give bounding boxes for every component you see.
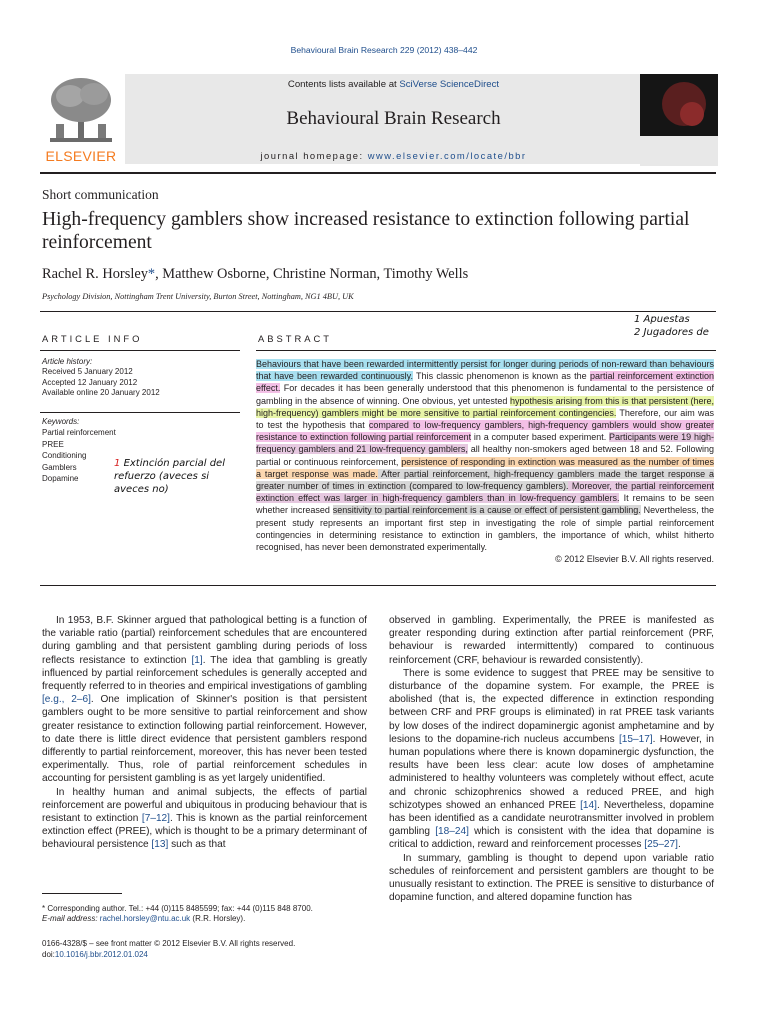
author-list: [42, 266, 468, 283]
journal-reference[interactable]: Behavioural Brain Research 229 (2012) 438–442: [290, 45, 478, 55]
header-rule: [40, 172, 716, 174]
body-column-left: [42, 614, 367, 852]
affiliation: Psychology Division, Nottingham Trent University, Burton Street, Nottingham, NG1 4BU, UK: [42, 292, 354, 301]
doi-line: [42, 949, 295, 960]
abstract-sentence: in a computer based experiment.: [471, 432, 610, 443]
abstract-sentence: all healthy non-smokers aged between 18 and 52. Following partial or continuous reinforcement,: [256, 444, 714, 467]
abstract-sentence: It remains to be seen whether increased: [256, 493, 715, 516]
body-text: In summary, gambling is thought to depend upon variable ratio schedules of reinforcement and persistent gamblers are thought to be unusually resistant to extinction. The PREE is sensitive to disturbance of dopamine function, and altered dopamine function has: [389, 852, 714, 904]
history-label: Article history:: [42, 357, 93, 366]
abstract-rule: [256, 350, 716, 351]
journal-banner: [40, 74, 720, 166]
abstract-sentence: Behaviours that have been rewarded intermittently persist for longer during periods of non-reward than behaviours that have been rewarded continuously.: [256, 359, 714, 382]
abstract-sentence: Participants were 19 high-frequency gamblers and 21 low-frequency gamblers,: [256, 432, 714, 455]
citation-link[interactable]: [1]: [191, 654, 203, 666]
citation-link[interactable]: [e.g., 2–6]: [42, 694, 91, 706]
author-rest: , Matthew Osborne, Christine Norman, Timothy Wells: [155, 266, 469, 282]
body-text: . The idea that gambling is greatly influenced by partial reinforcement schedules is generally accepted and frequently referred to in theories and empirical investigations of gambling: [42, 654, 367, 693]
corresponding-author-marker[interactable]: *: [147, 266, 156, 282]
sciencedirect-link[interactable]: SciVerse ScienceDirect: [399, 79, 500, 90]
keyword: PREE: [42, 439, 64, 449]
handwritten-line: 1 Apuestas: [634, 314, 690, 325]
abstract-text: [256, 358, 714, 565]
abstract-sentence: After partial reinforcement, high-frequency gamblers made the target response a greater number of times in extinction (compared to low-frequency gamblers).: [256, 468, 714, 492]
homepage-prefix: journal homepage:: [260, 150, 368, 161]
article-type: Short communication: [42, 187, 159, 202]
body-text: . However, in human populations where there is known dopaminergic dysfunction, the results have been less clear: acute low doses of amphetamine administered to healthy volunteers was completely without effect, acute and chronic schizophrenics showed a reduced PREE, and high schizotypes showed an enhanced PREE: [389, 733, 714, 811]
handwritten-text: Extinción parcial del refuerzo (aveces si aveces no): [114, 458, 225, 495]
abstract-bottom-rule: [40, 585, 716, 586]
homepage-link[interactable]: www.elsevier.com/locate/bbr: [367, 150, 527, 161]
footnote-contact: * Corresponding author. Tel.: +44 (0)115 8485599; fax: +44 (0)115 848 8700.: [42, 904, 313, 913]
doi-label: doi:: [42, 950, 55, 959]
body-text: There is some evidence to suggest that PREE may be sensitive to disturbance of the dopamine system. For example, the PREE is abolished (that is, the expected difference in extinction responding between CRF and PRF groups is eliminated) in rat PREE task variants by low doses of the indirect dopaminergic agonist amphetamine and by lesions to the dopamine-rich nucleus accumbens: [389, 667, 714, 745]
elsevier-logo: [40, 74, 122, 166]
abstract-sentence: Therefore, our aim was to test the hypothesis that: [256, 407, 714, 431]
contents-line: [125, 79, 662, 90]
handwritten-line: 2 Jugadores de: [634, 327, 709, 338]
body-text: observed in gambling. Experimentally, the PREE is manifested as greater responding during extinction after partial reinforcement (PRF, behaviour is rewarded intermittently) compared to continuous reinforcement (CRF, behaviour is rewarded consistently).: [389, 615, 714, 666]
body-text: . Nevertheless, dopamine has been identified as a candidate neurotransmitter involved in problem gambling: [389, 799, 714, 838]
author-first: Rachel R. Horsley: [42, 266, 148, 282]
abstract-sentence: sensitivity to partial reinforcement is a cause or effect of persistent gambling.: [332, 505, 641, 516]
citation-link[interactable]: [25–27]: [644, 839, 678, 851]
journal-cover-image: [640, 74, 718, 166]
keyword: Gamblers: [42, 462, 77, 472]
handwritten-note-abstract: [634, 313, 724, 339]
footnote-email-line: [42, 914, 372, 924]
abstract-sentence: hypothesis arising from this is that persistent (here, high-frequency) gamblers might be more sensitive to partial reinforcement contingencies.: [256, 395, 714, 418]
paper-title: High-frequency gamblers show increased resistance to extinction following partial reinforcement: [42, 209, 690, 253]
keyword: Dopamine: [42, 474, 79, 484]
abstract-heading: ABSTRACT: [258, 333, 333, 344]
body-text: In healthy human and animal subjects, the effects of partial reinforcement are powerful and ubiquitous in producing behaviour that is resistant to extinction: [42, 786, 367, 825]
article-history: [42, 357, 160, 399]
body-text: . This is known as the partial reinforcement extinction effect (PREE), which is thought to be a primary determinant of behavioural persistence: [42, 813, 367, 851]
journal-title: Behavioural Brain Research: [286, 108, 501, 129]
citation-link[interactable]: [7–12]: [141, 813, 170, 825]
keyword: Partial reinforcement: [42, 428, 116, 438]
issn-line: 0166-4328/$ – see front matter © 2012 Elsevier B.V. All rights reserved.: [42, 939, 296, 948]
history-online: Available online 20 January 2012: [42, 388, 160, 398]
abstract-sentence: Nevertheless, the present study represents an important first step in investigating the role of simple partial reinforcement contingencies in determining resistance to extinction in gamblers, the importance of which, whilst hitherto recognised, has never been demonstrated experimentally.: [256, 505, 714, 553]
history-received: Received 5 January 2012: [42, 367, 133, 377]
journal-homepage: [125, 150, 662, 161]
keyword: Conditioning: [42, 451, 87, 461]
abstract-sentence: persistence of responding in extinction was measured as the number of times a target response was made.: [256, 456, 714, 479]
body-text: In 1953, B.F. Skinner argued that pathological betting is a function of the variable ratio (partial) reinforcement schedules that are encountered during gambling and that persistent gambling during periods of loss reflects resistance to extinction: [42, 615, 367, 666]
article-info-heading: ARTICLE INFO: [42, 333, 143, 344]
body-text: .: [677, 839, 681, 851]
footnote-rule: [42, 893, 122, 894]
keywords: [42, 416, 116, 484]
body-paragraph: [389, 614, 714, 667]
email-label: E-mail address:: [42, 914, 100, 924]
citation-link[interactable]: [13]: [151, 839, 169, 851]
banner-box: [125, 74, 662, 164]
abstract-sentence: compared to low-frequency gamblers, high-frequency gamblers would show greater resistance to extinction following partial reinforcement: [256, 420, 714, 443]
abstract-sentence: partial reinforcement extinction effect.: [256, 371, 715, 394]
elsevier-wordmark: ELSEVIER: [45, 148, 117, 164]
body-paragraph: [42, 786, 367, 852]
divider-rule: [40, 311, 716, 312]
article-info-rule: [40, 350, 240, 351]
citation-link[interactable]: [18–24]: [435, 826, 469, 838]
keywords-label: Keywords:: [42, 417, 80, 426]
handwritten-number: 1: [114, 458, 121, 469]
issn-block: [42, 938, 295, 960]
abstract-sentence: This classic phenomenon is known as the: [412, 371, 590, 382]
body-column-right: [389, 614, 714, 904]
body-text: which is consistent with the idea that dopamine is critical to addiction, reward and reinforcement processes: [389, 826, 714, 851]
history-accepted: Accepted 12 January 2012: [42, 377, 138, 387]
doi-link[interactable]: 10.1016/j.bbr.2012.01.024: [54, 950, 148, 959]
abstract-sentence: Moreover, the partial reinforcement extinction effect was larger in high-frequency gamblers than in low-frequency gamblers.: [256, 481, 714, 504]
body-paragraph: [389, 852, 714, 905]
handwritten-note-keywords: [114, 457, 244, 496]
citation-link[interactable]: [14]: [580, 799, 597, 811]
body-paragraph: [42, 614, 367, 786]
citation-link[interactable]: [15–17]: [618, 733, 653, 745]
abstract-sentence: For decades it has been generally understood that this phenomenon is fundamental to the persistence of gambling in the absence of winning. One obvious, yet untested: [256, 383, 714, 406]
email-suffix: (R.R. Horsley).: [190, 914, 246, 924]
body-text: . One implication of Skinner's position is that persistent gamblers ought to be more sensitive to partial reinforcement and show greater resistance to extinction following partial reinforcement. However, to date there is little direct evidence that persistent gamblers respond differently to partial reinforcement, moreover, this has never been tested experimentally. Thus, role of partial reinforcement schedules in accounting for persistent gambling is as yet largely unidentified.: [42, 694, 367, 785]
body-text: such as that: [168, 839, 226, 851]
body-paragraph: [389, 667, 714, 852]
footnote: [42, 904, 372, 925]
email-link[interactable]: rachel.horsley@ntu.ac.uk: [99, 914, 191, 924]
article-info-divider: [40, 412, 240, 413]
contents-prefix: Contents lists available at: [287, 79, 400, 90]
copyright: © 2012 Elsevier B.V. All rights reserved.: [555, 554, 714, 565]
